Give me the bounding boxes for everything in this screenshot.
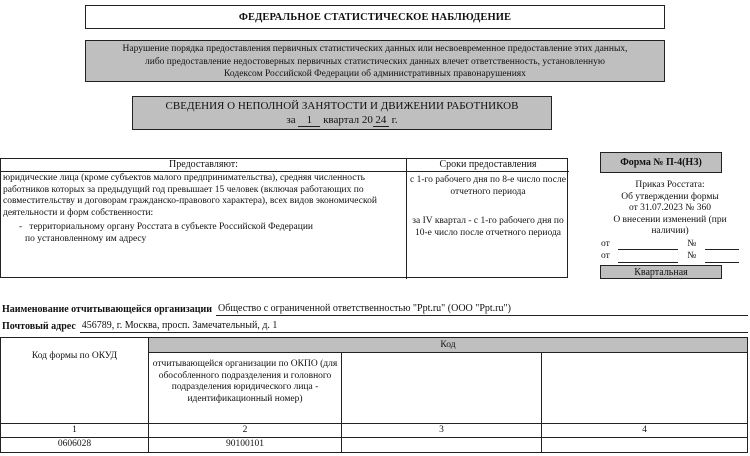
col-number-4: 4	[542, 424, 747, 438]
order-line-3: от 31.07.2023 № 360	[629, 203, 711, 213]
quarter-field[interactable]: 1	[298, 114, 320, 127]
changes-date-field-1[interactable]	[618, 240, 678, 250]
form-approval	[595, 180, 745, 263]
year-field[interactable]: 24	[373, 114, 389, 127]
submission-table	[0, 158, 568, 278]
submitters-column	[1, 159, 407, 279]
header-title: ФЕДЕРАЛЬНОЕ СТАТИСТИЧЕСКОЕ НАБЛЮДЕНИЕ	[238, 11, 512, 23]
warning-line-3: Кодексом Российской Федерации об административных правонарушениях	[224, 69, 526, 79]
org-address-label: Почтовый адрес	[2, 321, 76, 332]
changes-row-1: от №	[595, 239, 745, 251]
okpo-header: отчитывающейся организации по ОКПО (для обособленного подразделения и головного подразделения юридического лица - идентификационный номер)	[149, 353, 342, 424]
code-col3-value[interactable]	[342, 438, 542, 452]
code-col4-header	[542, 353, 747, 424]
deadline-q4: за IV квартал - с 1-го рабочего дня по 10-е число после отчетного периода	[412, 216, 564, 238]
okpo-value[interactable]: 90100101	[149, 438, 342, 452]
warning-line-2: либо предоставление недостоверных первичных статистических данных влечет ответственность, установленную	[145, 56, 605, 67]
code-col4-value[interactable]	[542, 438, 747, 452]
periodicity: Квартальная	[634, 266, 688, 278]
col-number-2: 2	[149, 424, 342, 438]
changes-date-field-2[interactable]	[618, 253, 678, 263]
order-line-2: Об утверждении формы	[621, 191, 719, 202]
warning-line-1: Нарушение порядка предоставления первичных статистических данных или несвоевременное предоставление этих данных,	[122, 44, 628, 54]
submitters-header: Предоставляют:	[1, 159, 406, 172]
deadline-regular: с 1-го рабочего дня по 8-е число после отчетного периода	[410, 175, 566, 197]
deadlines-column	[407, 159, 569, 279]
org-name-label: Наименование отчитывающейся организации	[2, 304, 213, 315]
col-number-3: 3	[342, 424, 542, 438]
org-name-field[interactable]: Общество с ограниченной ответственностью "Ppt.ru" (ООО "Ppt.ru")	[216, 303, 748, 316]
okud-value[interactable]: 0606028	[1, 438, 149, 452]
changes-num-field-1[interactable]	[705, 240, 739, 250]
okud-header: Код формы по ОКУД	[1, 338, 149, 424]
submitters-bullet: - территориальному органу Росстата в субъекте Российской Федерации	[19, 222, 314, 232]
col-number-1: 1	[1, 424, 149, 438]
submitters-bullet-cont: по установленному им адресу	[25, 233, 147, 244]
changes-row-2: от №	[595, 251, 745, 263]
org-name-row	[2, 300, 748, 316]
codes-table	[0, 337, 748, 453]
periodicity-box	[600, 265, 722, 279]
form-header	[85, 5, 665, 29]
report-title-box	[132, 96, 552, 130]
org-address-field[interactable]: 456789, г. Москва, просп. Замечательный, д. 1	[80, 320, 748, 333]
code-col3-header	[342, 353, 542, 424]
code-header: Код	[149, 338, 747, 353]
changes-num-field-2[interactable]	[705, 253, 739, 263]
warning-box	[85, 40, 665, 82]
report-title: СВЕДЕНИЯ О НЕПОЛНОЙ ЗАНЯТОСТИ И ДВИЖЕНИИ РАБОТНИКОВ	[165, 100, 519, 112]
org-address-row	[2, 319, 748, 333]
form-number: Форма № П-4(НЗ)	[620, 157, 702, 168]
form-number-box	[600, 152, 722, 173]
report-period: за 1 квартал 20 24 г.	[286, 114, 398, 126]
deadlines-header: Сроки предоставления	[407, 159, 569, 172]
changes-line: О внесении изменений (при наличии)	[613, 214, 727, 236]
submitters-text: юридические лица (кроме субъектов малого предпринимательства), средняя численность работников которых за предыдущий год превышает 15 человек (включая работающих по совместительству и договорам гражданско-правового характера), всех видов экономической деятельности и форм собственности:	[3, 173, 377, 218]
order-line-1: Приказ Росстата:	[635, 180, 705, 190]
